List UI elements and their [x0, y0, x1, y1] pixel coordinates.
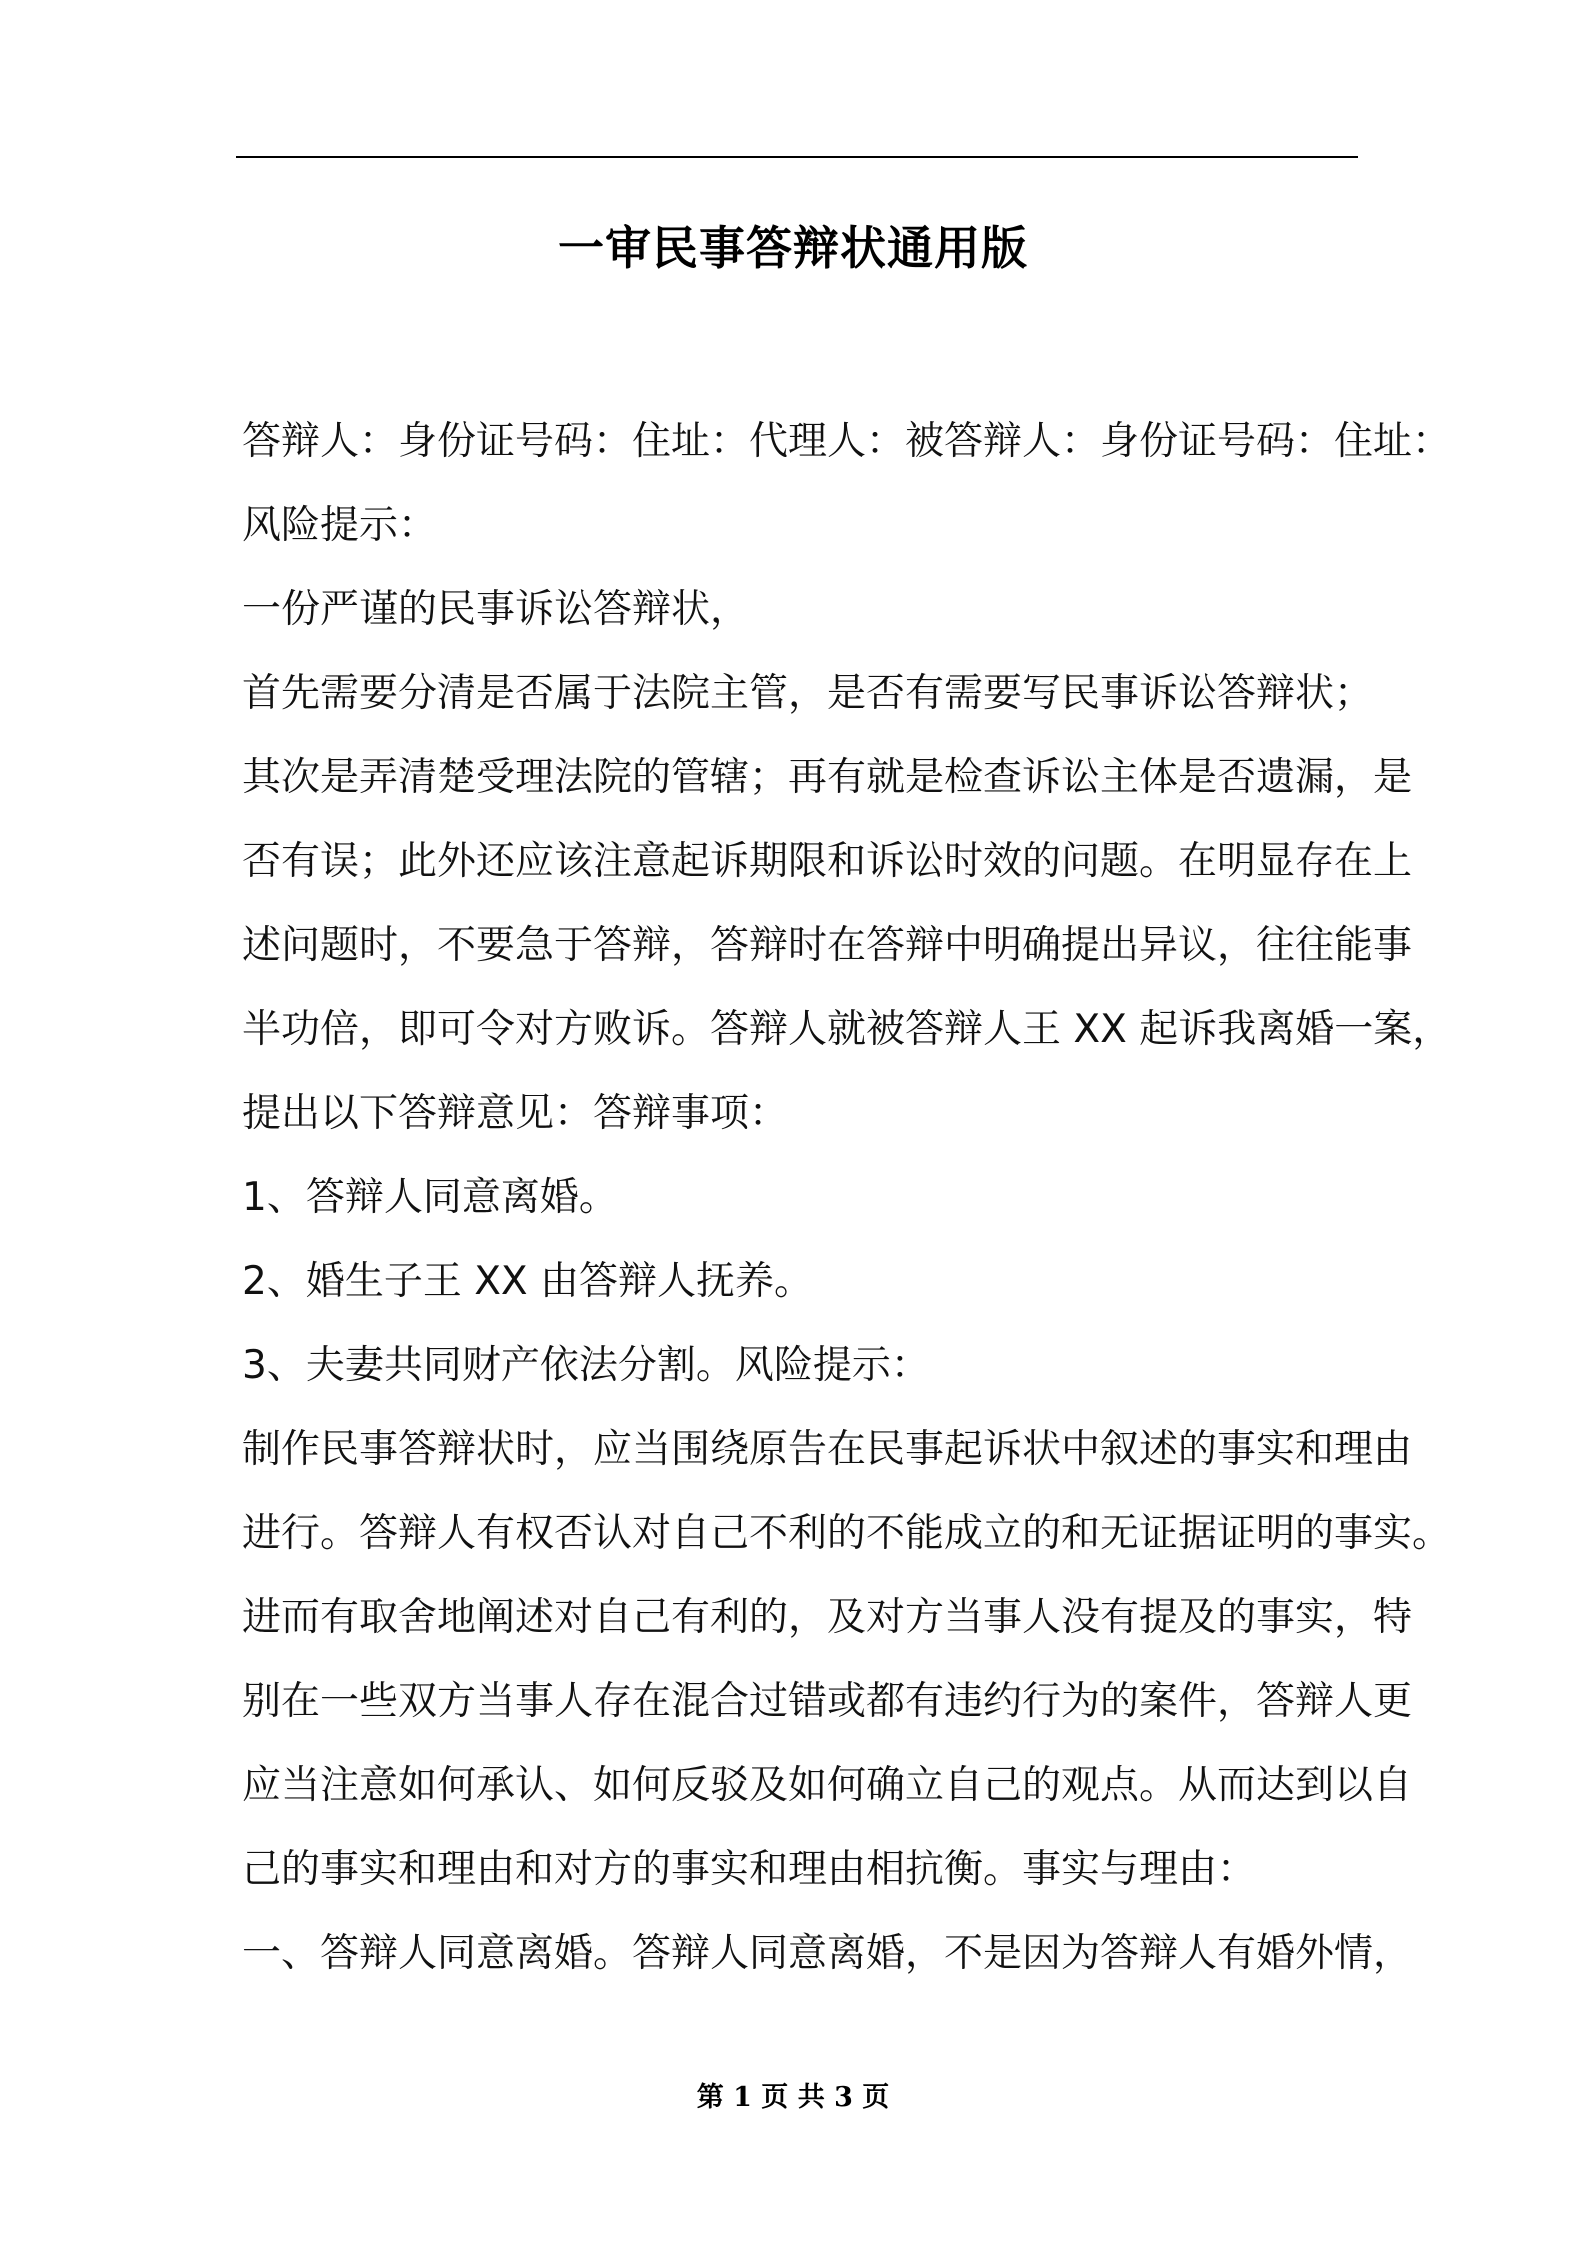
body-line: 己的事实和理由和对方的事实和理由相抗衡。事实与理由：	[242, 1847, 1257, 1892]
body-line: 风险提示：	[242, 503, 438, 548]
body-line: 首先需要分清是否属于法院主管，是否有需要写民事诉讼答辩状；	[242, 671, 1374, 716]
body-line: 3、夫妻共同财产依法分割。风险提示：	[242, 1343, 930, 1388]
body-line: 其次是弄清楚受理法院的管辖；再有就是检查诉讼主体是否遗漏，是	[242, 755, 1413, 800]
body-line: 别在一些双方当事人存在混合过错或都有违约行为的案件，答辩人更	[242, 1679, 1413, 1724]
body-line: 进行。答辩人有权否认对自己不利的不能成立的和无证据证明的事实。	[242, 1511, 1452, 1556]
body-line: 应当注意如何承认、如何反驳及如何确立自己的观点。从而达到以自	[242, 1763, 1413, 1808]
header-rule	[236, 156, 1358, 158]
body-line: 1、答辩人同意离婚。	[242, 1175, 618, 1220]
body-line: 否有误；此外还应该注意起诉期限和诉讼时效的问题。在明显存在上	[242, 839, 1413, 884]
body-line: 答辩人：身份证号码：住址：代理人：被答辩人：身份证号码：住址：	[242, 419, 1452, 464]
body-line: 进而有取舍地阐述对自己有利的，及对方当事人没有提及的事实，特	[242, 1595, 1413, 1640]
body-line: 半功倍，即可令对方败诉。答辩人就被答辩人王 XX 起诉我离婚一案，	[242, 1007, 1452, 1052]
body-line: 一、答辩人同意离婚。答辩人同意离婚，不是因为答辩人有婚外情，	[242, 1931, 1413, 1976]
body-line: 制作民事答辩状时，应当围绕原告在民事起诉状中叙述的事实和理由	[242, 1427, 1413, 1472]
body-line: 述问题时，不要急于答辩，答辩时在答辩中明确提出异议，往往能事	[242, 923, 1413, 968]
document-body	[242, 400, 1452, 1996]
body-line: 2、婚生子王 XX 由答辩人抚养。	[242, 1259, 814, 1304]
page-footer: 第 1 页 共 3 页	[696, 2082, 890, 2113]
body-line: 提出以下答辩意见：答辩事项：	[242, 1091, 789, 1136]
document-title: 一审民事答辩状通用版	[558, 221, 1028, 275]
body-line: 一份严谨的民事诉讼答辩状，	[242, 587, 750, 632]
